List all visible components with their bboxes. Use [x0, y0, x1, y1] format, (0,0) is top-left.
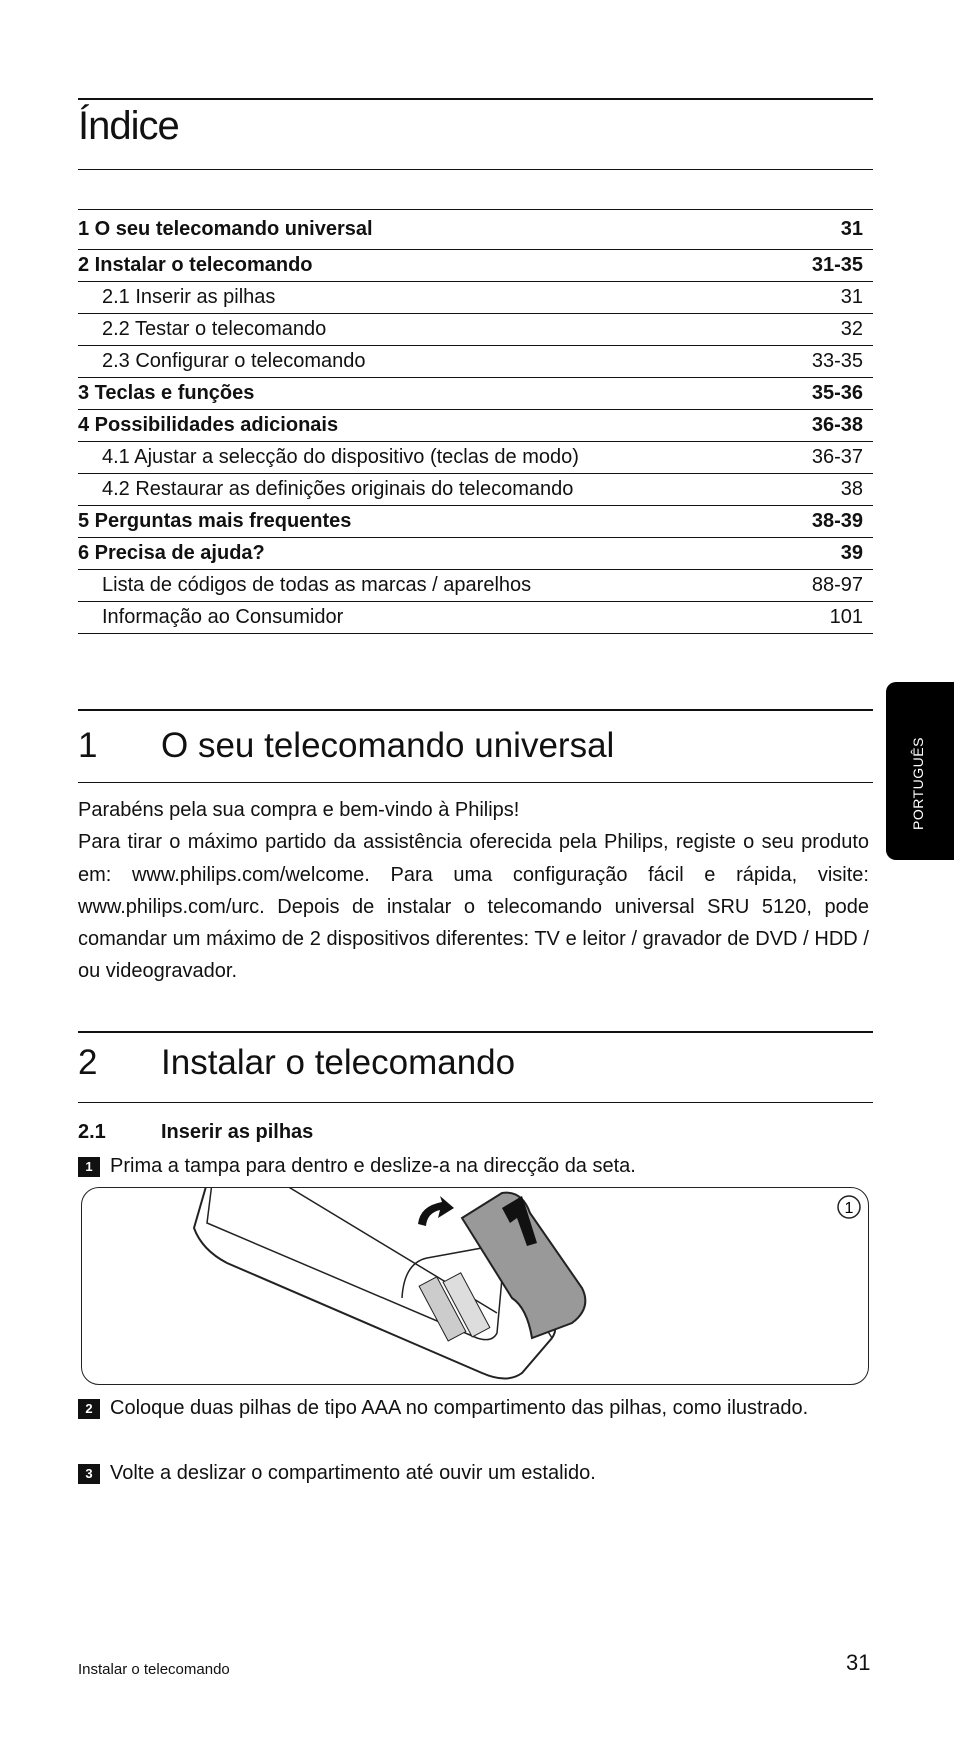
toc-label: 2.1 Inserir as pilhas [102, 286, 276, 308]
toc-pages: 36-38 [811, 414, 863, 436]
section-title: Instalar o telecomando [161, 1043, 516, 1082]
intro-text [78, 794, 869, 988]
step-2 [78, 1392, 869, 1424]
toc-row[interactable] [78, 410, 873, 442]
toc-pages: 31 [840, 218, 863, 240]
toc-label: 2 Instalar o telecomando [78, 254, 313, 276]
step-text: Prima a tampa para dentro e deslize-a na direcção da seta. [110, 1155, 636, 1177]
intro-greeting: Parabéns pela sua compra e bem-vindo à Philips! [78, 799, 520, 821]
divider [78, 1102, 873, 1103]
toc-label: 2.2 Testar o telecomando [102, 318, 327, 340]
toc-pages: 33-35 [811, 350, 863, 372]
toc-row[interactable] [78, 282, 873, 314]
step-1 [78, 1150, 869, 1182]
toc-pages: 31-35 [811, 254, 863, 276]
divider [78, 169, 873, 170]
toc-label: 4.1 Ajustar a selecção do dispositivo (teclas de modo) [102, 446, 579, 468]
toc-pages: 39 [840, 542, 863, 564]
toc-label: 1 O seu telecomando universal [78, 218, 373, 240]
divider [78, 98, 873, 100]
toc-label: Lista de códigos de todas as marcas / aparelhos [102, 574, 532, 596]
step-number: 2 [78, 1399, 100, 1419]
step-number: 3 [78, 1464, 100, 1484]
figure-label: 1 [844, 1200, 854, 1217]
footer-section: Instalar o telecomando [78, 1661, 230, 1678]
battery-illustration [81, 1187, 869, 1385]
toc-pages: 36-37 [811, 446, 863, 468]
page-number: 31 [846, 1650, 871, 1675]
toc-pages: 101 [829, 606, 863, 628]
toc-label: 4.2 Restaurar as definições originais do telecomando [102, 478, 574, 500]
index-title: Índice [78, 104, 179, 148]
toc-row[interactable] [78, 378, 873, 410]
subsection-number: 2.1 [78, 1121, 106, 1143]
step-number: 1 [78, 1157, 100, 1177]
toc-label: 3 Teclas e funções [78, 382, 255, 404]
toc-row[interactable] [78, 602, 873, 634]
toc-row[interactable] [78, 570, 873, 602]
toc-row[interactable] [78, 506, 873, 538]
toc-label: 5 Perguntas mais frequentes [78, 510, 352, 532]
divider [78, 782, 873, 783]
toc-row[interactable] [78, 442, 873, 474]
subsection-title: Inserir as pilhas [161, 1121, 314, 1143]
toc-row[interactable] [78, 346, 873, 378]
section-number: 1 [78, 726, 98, 765]
toc-row[interactable] [78, 474, 873, 506]
toc-pages: 38-39 [811, 510, 863, 532]
language-tab [886, 682, 954, 860]
remote-battery-drawing [82, 1188, 868, 1384]
toc-row[interactable] [78, 250, 873, 282]
toc-pages: 88-97 [811, 574, 863, 596]
toc-label: Informação ao Consumidor [102, 606, 344, 628]
section-title: O seu telecomando universal [161, 726, 615, 765]
toc-row[interactable] [78, 210, 873, 250]
step-3 [78, 1457, 869, 1489]
toc-row[interactable] [78, 538, 873, 570]
toc-label: 2.3 Configurar o telecomando [102, 350, 366, 372]
intro-body: Para tirar o máximo partido da assistência oferecida pela Philips, registe o seu produto em: www.philips.com/welcome. Para uma configuração fácil e rápida, visite: www.philips.com/urc. Depois de instalar o telecomando universal SRU 5120, pode comandar um máximo de 2 dispositivos diferentes: TV e leitor / gravador de DVD / HDD / ou videogravador. [78, 831, 869, 983]
toc-pages: 32 [840, 318, 863, 340]
divider [78, 709, 873, 711]
step-text: Coloque duas pilhas de tipo AAA no compartimento das pilhas, como ilustrado. [110, 1397, 809, 1419]
language-tab-label: PORTUGUÊS [910, 737, 926, 830]
toc-pages: 31 [840, 286, 863, 308]
divider [78, 1031, 873, 1033]
toc-pages: 35-36 [811, 382, 863, 404]
toc-pages: 38 [840, 478, 863, 500]
toc-label: 4 Possibilidades adicionais [78, 414, 339, 436]
section-number: 2 [78, 1043, 98, 1082]
table-of-contents [78, 209, 873, 634]
toc-row[interactable] [78, 314, 873, 346]
step-text: Volte a deslizar o compartimento até ouvir um estalido. [110, 1462, 596, 1484]
toc-label: 6 Precisa de ajuda? [78, 542, 265, 564]
